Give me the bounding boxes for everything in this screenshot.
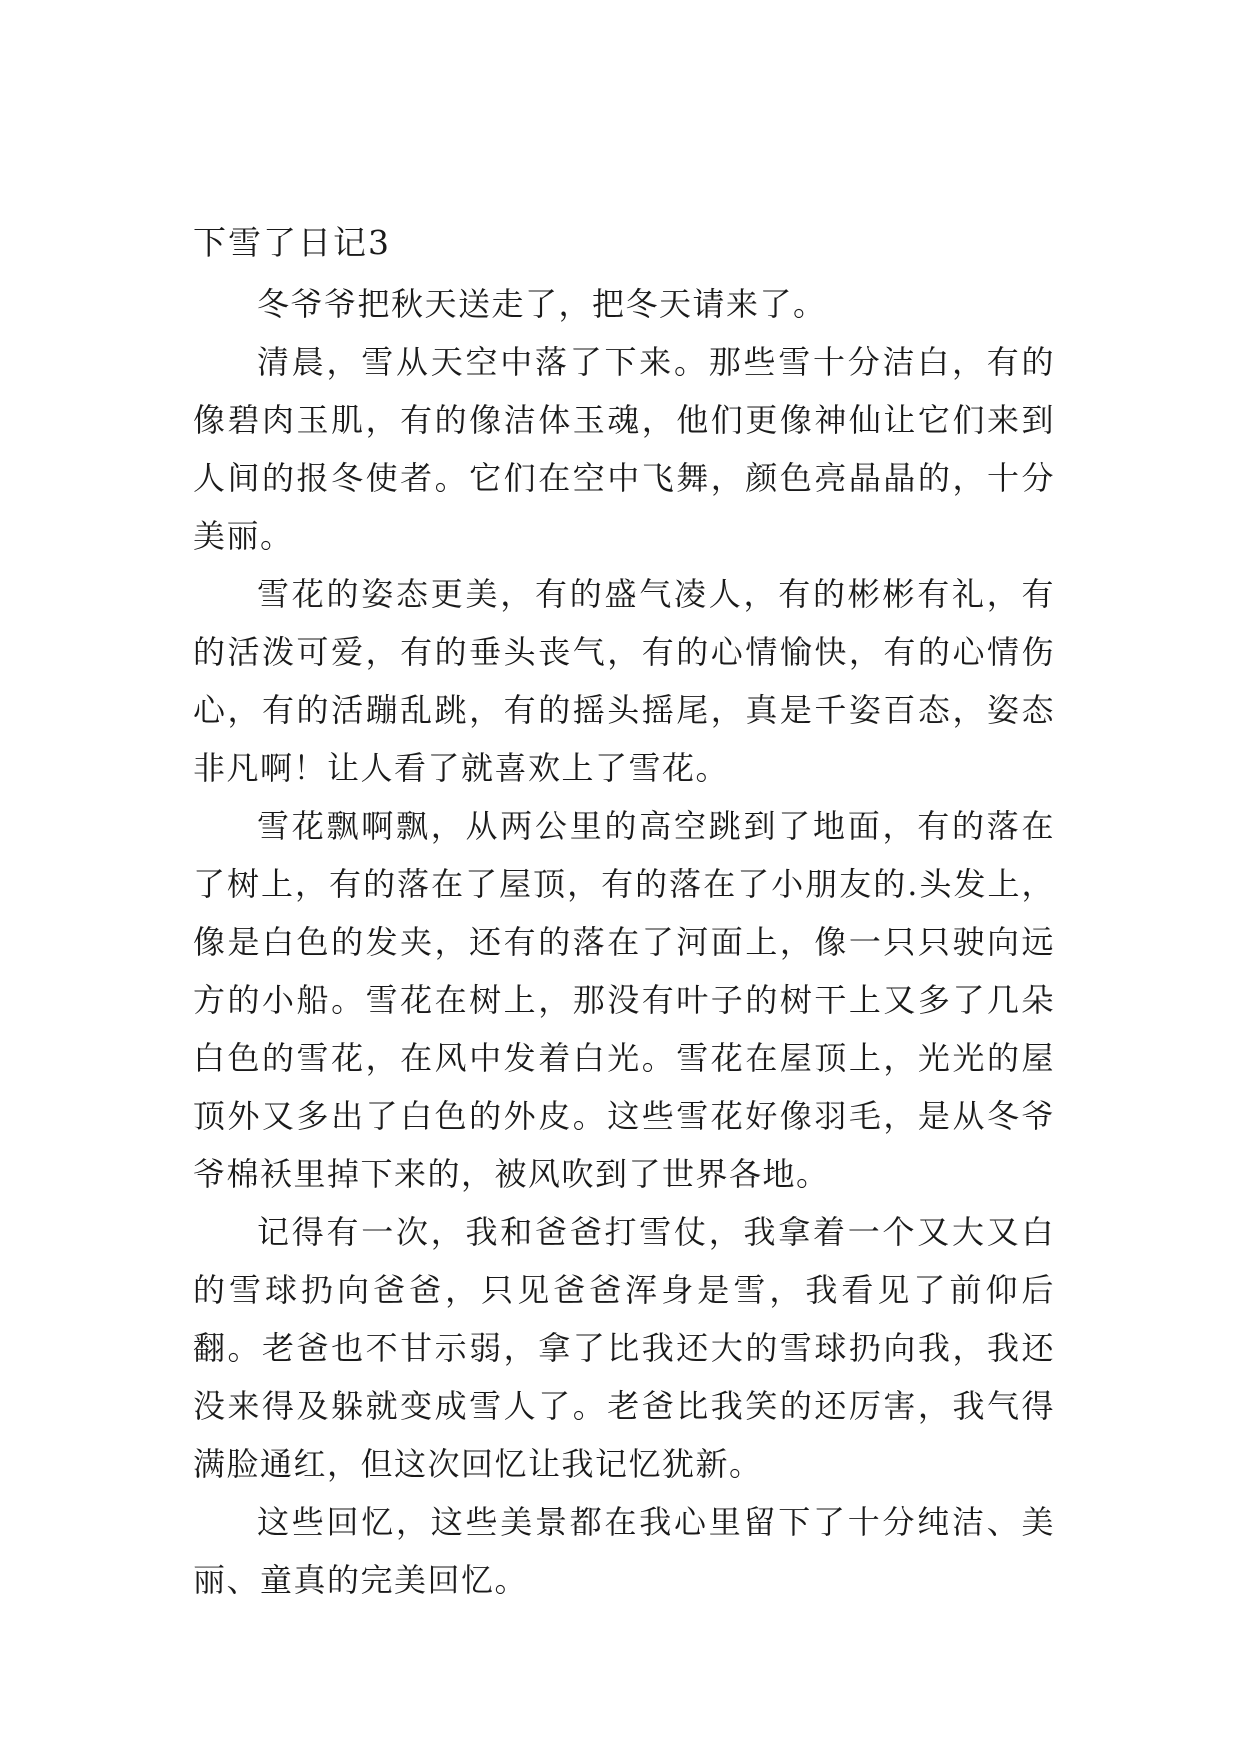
paragraph-6: 这些回忆，这些美景都在我心里留下了十分纯洁、美丽、童真的完美回忆。 — [193, 1503, 1055, 1599]
paragraph-1: 冬爷爷把秋天送走了，把冬天请来了。 — [257, 285, 827, 323]
paragraph-2: 清晨，雪从天空中落了下来。那些雪十分洁白，有的像碧肉玉肌，有的像洁体玉魂，他们更像神仙让它们来到人间的报冬使者。它们在空中飞舞，颜色亮晶晶的，十分美丽。 — [193, 343, 1055, 555]
paragraph-4: 雪花飘啊飘，从两公里的高空跳到了地面，有的落在了树上，有的落在了屋顶，有的落在了小朋友的.头发上，像是白色的发夹，还有的落在了河面上，像一只只驶向远方的小船。雪花在树上，那没有叶子的树干上又多了几朵白色的雪花，在风中发着白光。雪花在屋顶上，光光的屋顶外又多出了白色的外皮。这些雪花好像羽毛，是从冬爷爷棉袄里掉下来的，被风吹到了世界各地。 — [193, 807, 1055, 1193]
paragraph-5: 记得有一次，我和爸爸打雪仗，我拿着一个又大又白的雪球扔向爸爸，只见爸爸浑身是雪，我看见了前仰后翻。老爸也不甘示弱，拿了比我还大的雪球扔向我，我还没来得及躲就变成雪人了。老爸比我笑的还厉害，我气得满脸通红，但这次回忆让我记忆犹新。 — [193, 1213, 1055, 1483]
paragraph-3: 雪花的姿态更美，有的盛气凌人，有的彬彬有礼，有的活泼可爱，有的垂头丧气，有的心情愉快，有的心情伤心，有的活蹦乱跳，有的摇头摇尾，真是千姿百态，姿态非凡啊！让人看了就喜欢上了雪花。 — [193, 575, 1055, 787]
document-body — [193, 223, 1055, 1609]
document-title: 下雪了日记3 — [193, 223, 391, 262]
